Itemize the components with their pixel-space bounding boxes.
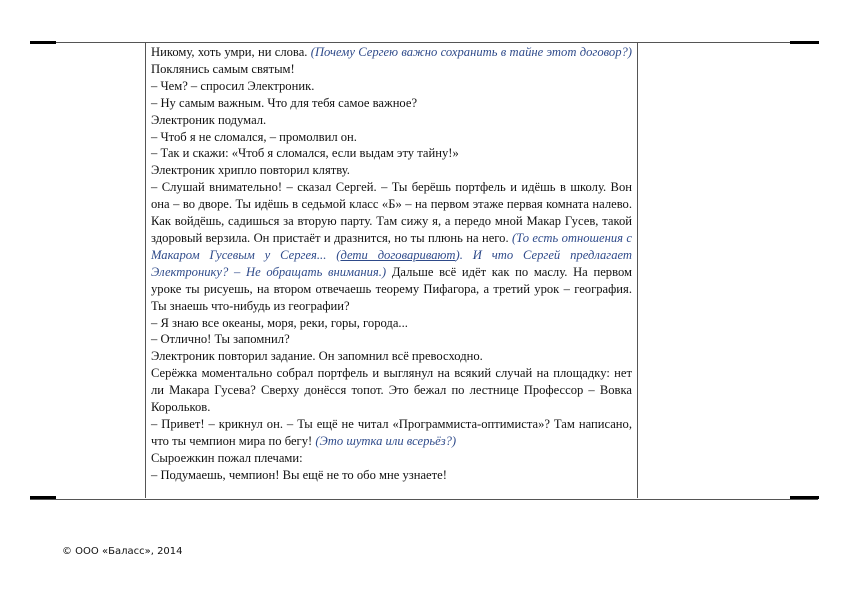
table-corner-mark [30, 496, 56, 499]
copyright-footer: © ООО «Баласс», 2014 [62, 546, 183, 557]
teacher-question: (Это шутка или всерьёз?) [315, 433, 457, 448]
paragraph: Электроник хрипло повторил клятву. [151, 163, 350, 178]
column-divider [637, 42, 638, 498]
table-corner-mark [790, 496, 819, 499]
table-corner-mark [30, 41, 56, 44]
paragraph: – Чем? – спросил Электроник. [151, 78, 315, 93]
teacher-question: (Почему Сергею важно сохранить в тайне этот договор?) [310, 45, 632, 59]
paragraph: Электроник подумал. [151, 112, 267, 127]
table-corner-mark [790, 41, 819, 44]
paragraph: Сыроежкин пожал плечами: [151, 450, 303, 465]
paragraph: Электроник повторил задание. Он запомнил всё превосходно. [151, 349, 483, 364]
paragraph: – Чтоб я не сломался, – промолвил он. [151, 129, 357, 144]
column-divider [145, 42, 146, 498]
paragraph: – Так и скажи: «Чтоб я сломался, если выдам эту тайну!» [151, 146, 459, 161]
paragraph: Серёжка моментально собрал портфель и выглянул на всякий случай на площадку: нет ли Макара Гусева? Сверху донёсся топот. Это бежал по лестнице Профессор – Вовка Корольков. [151, 366, 632, 415]
paragraph: – Подумаешь, чемпион! Вы ещё не то обо мне узнаете! [151, 467, 447, 482]
paragraph: – Ну самым важным. Что для тебя самое важное? [151, 95, 418, 110]
paragraph: – Отлично! Ты запомнил? [151, 332, 290, 347]
paragraph: Никому, хоть умри, ни слова. (Почему Сергею важно сохранить в тайне этот договор?) Поклянись самым святым! [151, 45, 632, 76]
paragraph: – Привет! – крикнул он. – Ты ещё не читал «Программиста-оптимиста»? Там написано, что ты чемпион мира по бегу! (Это шутка или всерьёз?) [151, 416, 632, 448]
paragraph: – Я знаю все океаны, моря, реки, горы, города... [151, 315, 408, 330]
paragraph: – Слушай внимательно! – сказал Сергей. – Ты берёшь портфель и идёшь в школу. Вон она – во дворе. Ты идёшь в седьмой класс «Б» – на первом этаже первая комната налево. Как войдёшь, садишься за вторую парту. Там сижу я, а передо мной Макар Гусев, такой здоровый верзила. Он пристаёт и дразнится, но ты плюнь на него. (То есть отношения с Макаром Гусевым у Сергея... (дети договаривают). И что Сергей предлагает Электронику? – Не обращать внимания.) Дальше всё идёт как по маслу. На первом уроке ты рисуешь, на втором отвечаешь теорему Пифагора, а третий урок – география. Ты знаешь что-нибудь из географии? [151, 180, 633, 313]
story-text-cell [151, 44, 632, 484]
teacher-question: (То есть отношения с Макаром Гусевым у Сергея... (дети договаривают). И что Сергей предлагает Электронику? – Не обращать внимания.) [151, 230, 633, 279]
